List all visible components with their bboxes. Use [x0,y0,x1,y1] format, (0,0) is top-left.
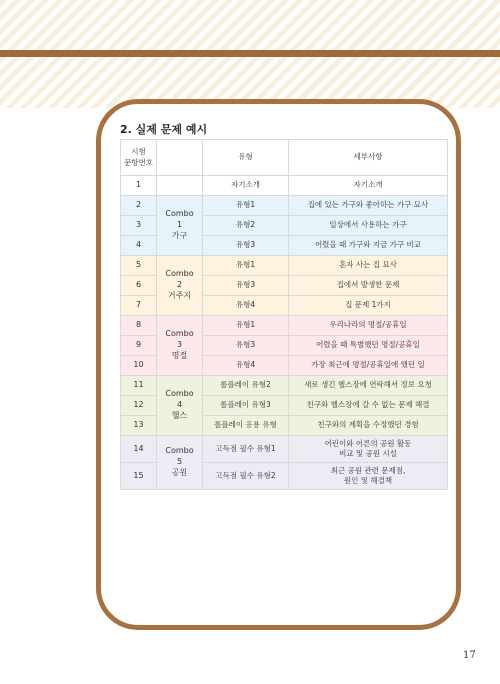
question-number: 8 [121,316,157,336]
question-detail: 집에서 발생한 문제 [289,276,448,296]
example-questions-table [120,139,448,490]
table-row [121,436,448,463]
question-number: 14 [121,436,157,463]
question-type: 롤플레이 유형3 [203,396,289,416]
table-row [121,316,448,336]
header-number: 시험 문항번호 [121,140,157,176]
question-number: 11 [121,376,157,396]
question-type: 유형3 [203,336,289,356]
question-number: 6 [121,276,157,296]
question-number: 3 [121,216,157,236]
header-combo [157,140,203,176]
question-number: 2 [121,196,157,216]
question-type: 유형4 [203,296,289,316]
combo-cell: Combo 1 가구 [157,196,203,256]
table-row [121,376,448,396]
question-number: 15 [121,463,157,490]
question-number: 13 [121,416,157,436]
combo-cell: Combo 2 거주지 [157,256,203,316]
header-detail: 세부사항 [289,140,448,176]
combo-cell: Combo 3 명절 [157,316,203,376]
question-type: 유형2 [203,216,289,236]
combo-cell: Combo 4 헬스 [157,376,203,436]
question-detail: 자기소개 [289,176,448,196]
question-number: 10 [121,356,157,376]
section-title: 2. 실제 문제 예시 [120,123,208,136]
table-header-row [121,140,448,176]
question-type: 유형1 [203,256,289,276]
table-row [121,196,448,216]
question-type: 자기소개 [203,176,289,196]
combo-cell: Combo 5 공원 [157,436,203,490]
question-type: 유형1 [203,316,289,336]
question-type: 고득점 필수 유형2 [203,463,289,490]
table-row [121,176,448,196]
question-detail: 어린이와 어른의 공원 활동 비교 및 공원 시설 [289,436,448,463]
question-number: 1 [121,176,157,196]
header-bar [0,50,500,57]
question-detail: 집 문제 1가지 [289,296,448,316]
page-number: 17 [463,650,476,661]
question-number: 12 [121,396,157,416]
header-type: 유형 [203,140,289,176]
question-number: 4 [121,236,157,256]
combo-cell [157,176,203,196]
question-detail: 친구와 헬스장에 갈 수 없는 문제 해결 [289,396,448,416]
question-number: 7 [121,296,157,316]
question-detail: 어렸을 때 특별했던 명절/공휴일 [289,336,448,356]
question-detail: 친구와의 계획을 수정했던 경험 [289,416,448,436]
question-number: 9 [121,336,157,356]
question-type: 유형1 [203,196,289,216]
question-detail: 새로 생긴 헬스장에 연락해서 정보 요청 [289,376,448,396]
question-detail: 가장 최근에 명절/공휴일에 했던 일 [289,356,448,376]
question-type: 고득점 필수 유형1 [203,436,289,463]
question-number: 5 [121,256,157,276]
question-type: 유형4 [203,356,289,376]
question-detail: 집에 있는 가구와 좋아하는 가구 묘사 [289,196,448,216]
question-detail: 우리나라의 명절/공휴일 [289,316,448,336]
question-detail: 어렸을 때 가구와 지금 가구 비교 [289,236,448,256]
question-type: 유형3 [203,236,289,256]
table-row [121,256,448,276]
question-detail: 최근 공원 관련 문제점, 원인 및 해결책 [289,463,448,490]
question-type: 롤플레이 유형2 [203,376,289,396]
question-type: 롤플레이 응용 유형 [203,416,289,436]
question-type: 유형3 [203,276,289,296]
question-detail: 일상에서 사용하는 가구 [289,216,448,236]
question-detail: 혼자 사는 집 묘사 [289,256,448,276]
